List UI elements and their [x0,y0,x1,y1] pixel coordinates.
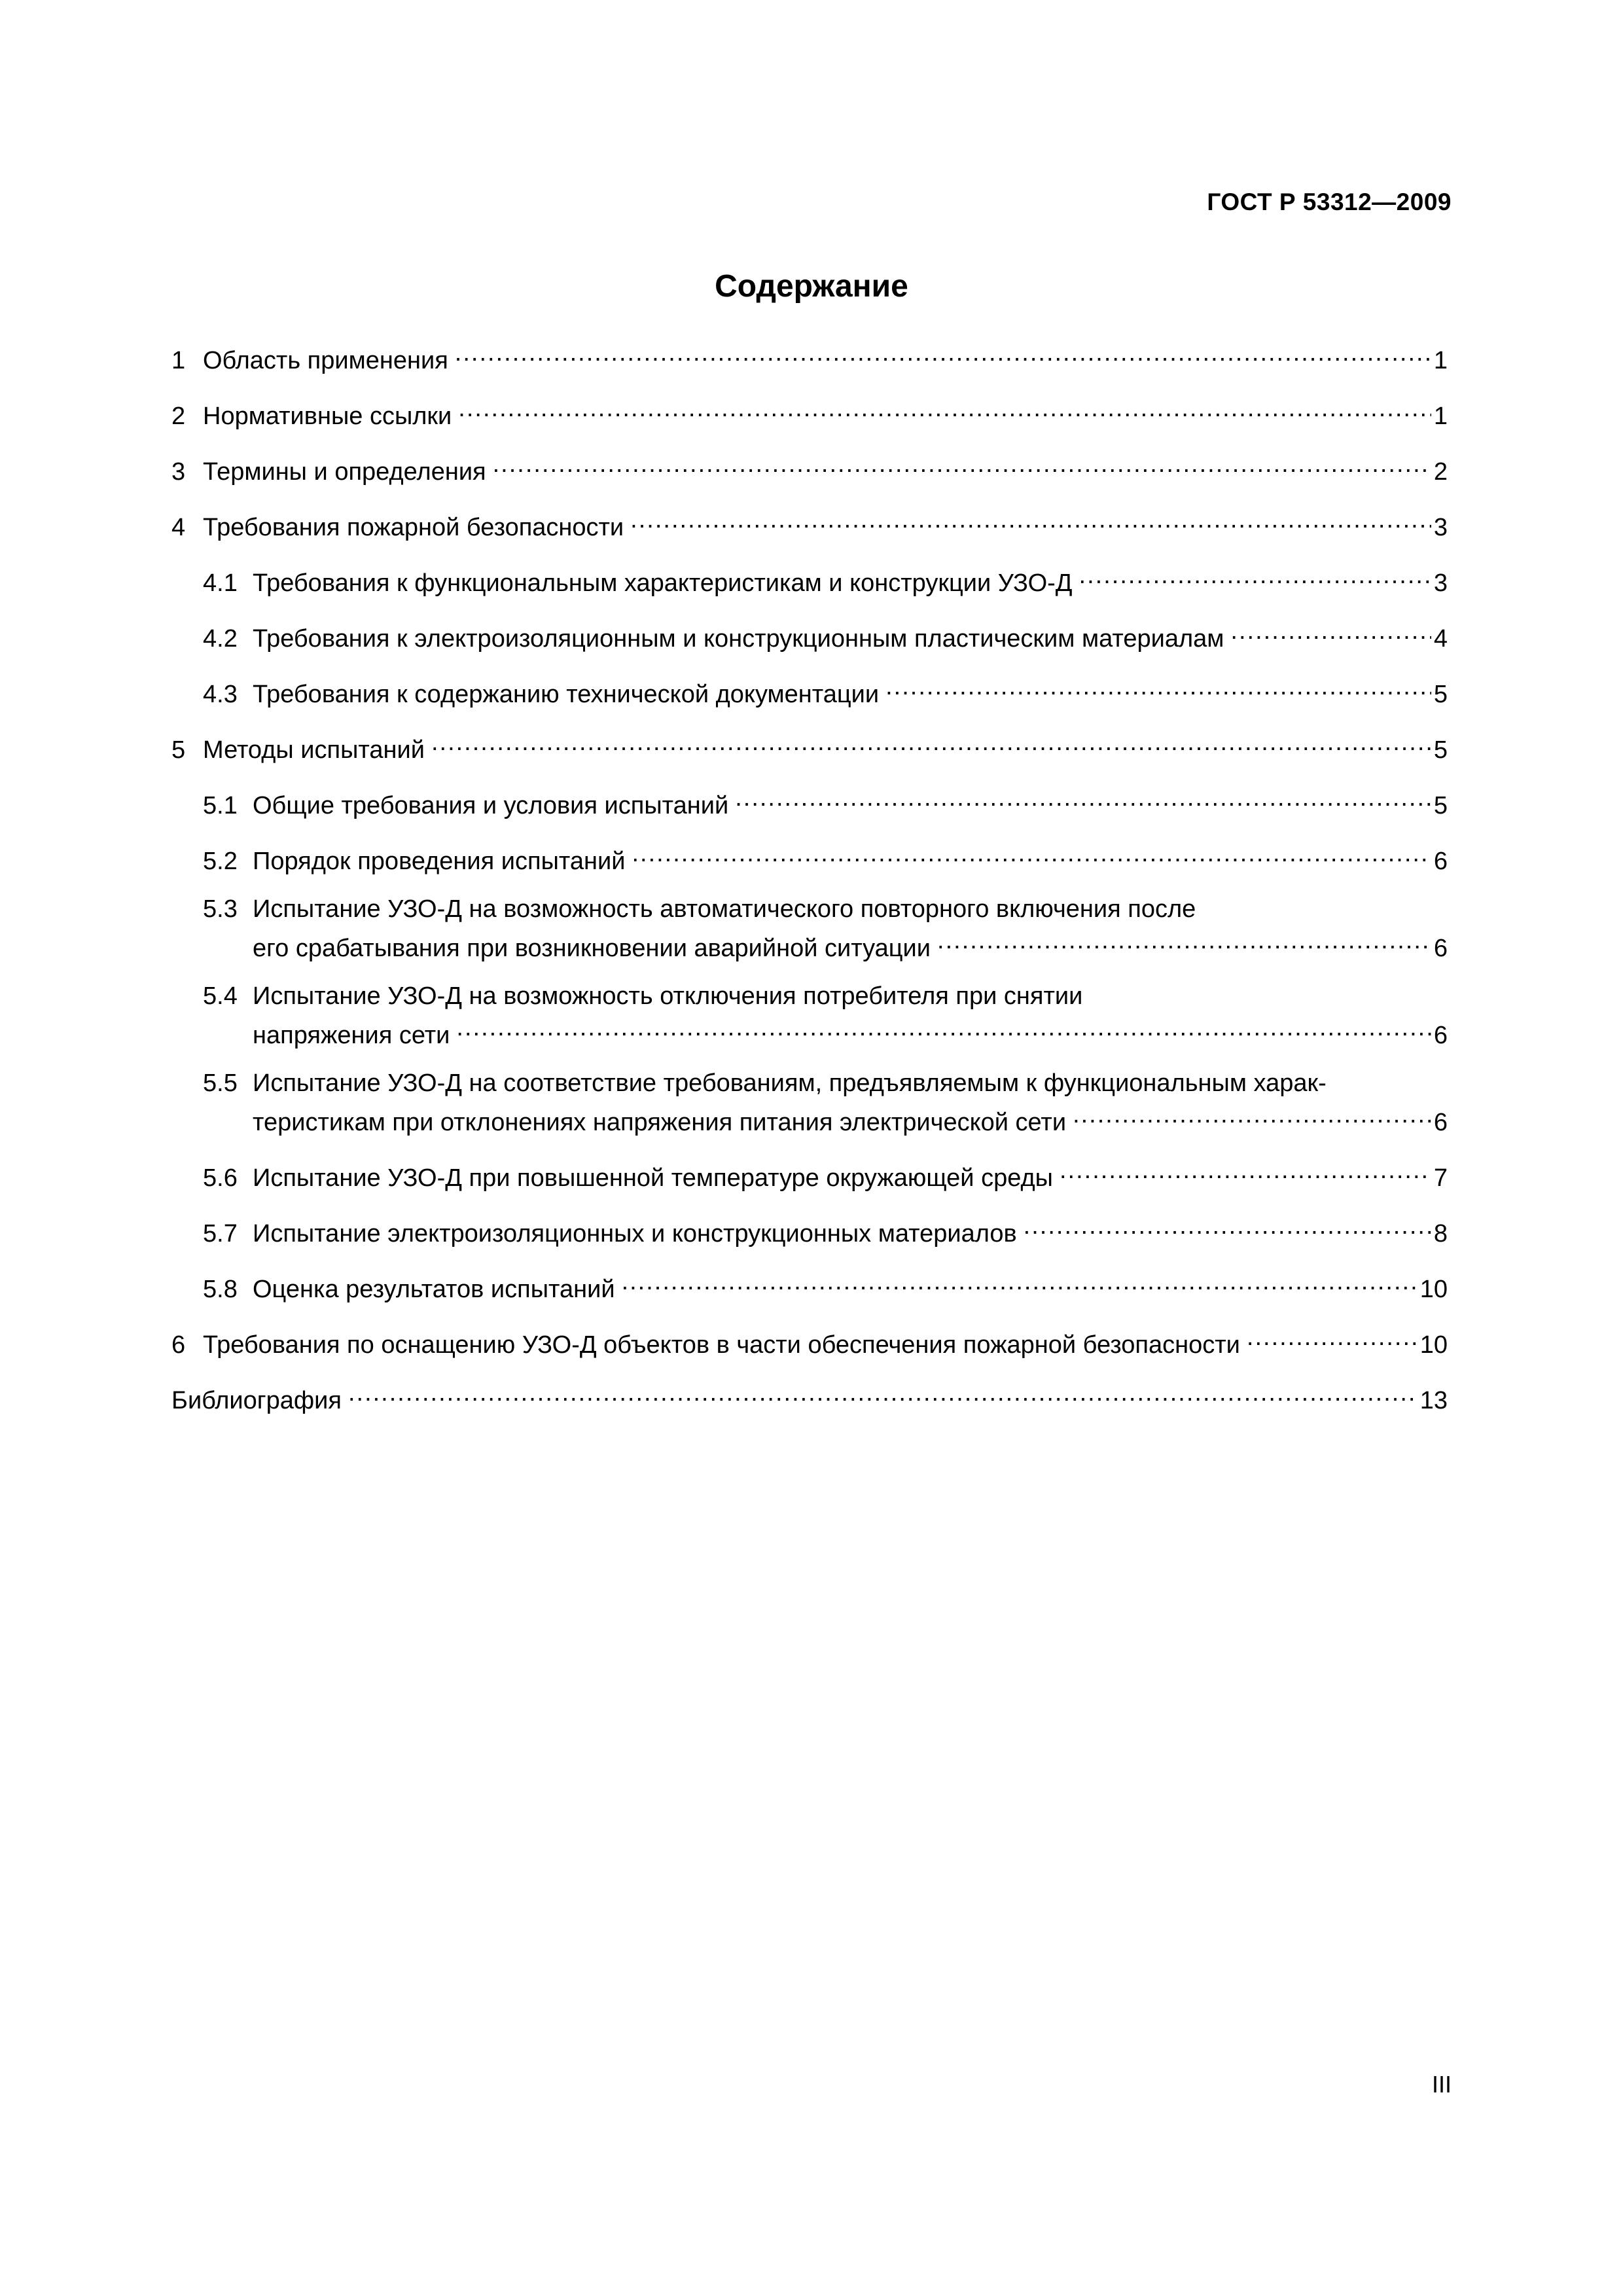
toc-entry-number: 4 [171,514,186,541]
toc-entry-label: Требования к содержанию технической документации [253,681,880,708]
toc-entry-number: 5.1 [203,792,238,819]
toc-entry-number: 1 [171,347,186,374]
toc-entry-label: Оценка результатов испытаний [253,1276,615,1303]
dot-leader [456,1012,1431,1043]
toc-entry-number: 2 [171,403,186,430]
toc-entry-number: 5.6 [203,1164,238,1192]
toc-entry-page: 6 [1433,1109,1448,1136]
toc-entry-page: 1 [1433,347,1448,374]
dot-leader [1247,1321,1418,1353]
toc-entry-label: Нормативные ссылки [203,403,452,430]
dot-leader [1073,1099,1431,1130]
toc-entry-number: 5.2 [203,848,238,875]
toc-entry-label: Требования пожарной безопасности [203,514,624,541]
document-code: ГОСТ Р 53312—2009 [1207,188,1452,215]
toc-entry-label: Испытание УЗО-Д на возможность отключения потребителя при снятии [253,982,1083,1010]
toc-entry[interactable] [171,1210,1448,1249]
toc-entry-page: 6 [1433,935,1448,962]
toc-entry-page: 6 [1433,1022,1448,1049]
toc-entry[interactable] [171,393,1448,432]
toc-entry-label: Библиография [171,1387,342,1414]
toc-entry-page: 3 [1433,569,1448,597]
toc-entry-number: 5.8 [203,1276,238,1303]
toc-entry-number: 3 [171,458,186,486]
toc-entry-page: 5 [1433,792,1448,819]
toc-entry-number: 5.5 [203,1069,238,1097]
dot-leader [937,925,1431,956]
toc-entry-label-continuation: напряжения сети [253,1022,450,1049]
toc-entry-page: 5 [1433,681,1448,708]
dot-leader [1079,560,1431,591]
toc-entry[interactable] [171,1321,1448,1361]
toc-entry-number: 5.3 [203,895,238,923]
toc-entry-number: 4.3 [203,681,238,708]
toc-entry[interactable] [171,671,1448,710]
toc-entry-page: 6 [1433,848,1448,875]
dot-leader [1060,1155,1431,1186]
toc-entry-page: 1 [1433,403,1448,430]
toc-entry-page: 8 [1433,1220,1448,1247]
toc-entry-number: 6 [171,1331,186,1359]
toc-title: Содержание [715,269,908,304]
toc-entry[interactable] [171,1266,1448,1305]
dot-leader [632,838,1431,869]
toc-entry[interactable] [171,448,1448,488]
dot-leader [1230,615,1431,647]
dot-leader [348,1377,1418,1408]
page-number: III [1431,2071,1452,2098]
toc-entry-page: 4 [1433,625,1448,653]
dot-leader [622,1266,1418,1297]
toc-entry[interactable] [171,504,1448,543]
toc-entry-label: Испытание электроизоляционных и конструкционных материалов [253,1220,1017,1247]
toc-entry[interactable] [171,893,1448,964]
toc-entry-number: 4.2 [203,625,238,653]
dot-leader [735,782,1431,814]
toc-entry-label-continuation: теристикам при отклонениях напряжения питания электрической сети [253,1109,1067,1136]
toc-entry[interactable] [171,560,1448,599]
toc-entry[interactable] [171,615,1448,655]
toc-entry-label: Общие требования и условия испытаний [253,792,729,819]
toc-entry-label: Порядок проведения испытаний [253,848,626,875]
toc-entry-bibliography[interactable] [171,1377,1448,1416]
toc-entry-label: Испытание УЗО-Д при повышенной температуре окружающей среды [253,1164,1053,1192]
toc-entry[interactable] [171,1067,1448,1138]
toc-entry[interactable] [171,782,1448,821]
toc-entry[interactable] [171,980,1448,1051]
toc-entry[interactable] [171,337,1448,376]
dot-leader [455,337,1431,368]
toc-entry-page: 7 [1433,1164,1448,1192]
toc-entry-label: Испытание УЗО-Д на соответствие требованиям, предъявляемым к функциональным харак- [253,1069,1327,1097]
dot-leader [630,504,1431,535]
toc-entry-label: Требования к функциональным характеристикам и конструкции УЗО-Д [253,569,1073,597]
toc-entry[interactable] [171,726,1448,766]
dot-leader [458,393,1431,424]
toc-entry-page: 2 [1433,458,1448,486]
toc-entry-page: 10 [1419,1276,1448,1303]
toc-entry-number: 5 [171,736,186,764]
toc-entry-label: Термины и определения [203,458,486,486]
toc-entry-page: 13 [1419,1387,1448,1414]
dot-leader [885,671,1431,702]
toc-entry-page: 3 [1433,514,1448,541]
toc-entry-label: Методы испытаний [203,736,425,764]
toc-entry-number: 5.4 [203,982,238,1010]
table-of-contents [171,337,1448,1433]
toc-entry[interactable] [171,838,1448,877]
toc-entry-number: 4.1 [203,569,238,597]
toc-entry-label: Требования по оснащению УЗО-Д объектов в части обеспечения пожарной безопасности [203,1331,1240,1359]
toc-entry[interactable] [171,1155,1448,1194]
toc-entry-label: Испытание УЗО-Д на возможность автоматического повторного включения после [253,895,1196,923]
dot-leader [431,726,1431,758]
toc-entry-label: Требования к электроизоляционным и конструкционным пластическим материалам [253,625,1224,653]
dot-leader [493,448,1431,480]
dot-leader [1024,1210,1431,1242]
toc-entry-label-continuation: его срабатывания при возникновении аварийной ситуации [253,935,931,962]
toc-entry-number: 5.7 [203,1220,238,1247]
toc-entry-label: Область применения [203,347,448,374]
toc-entry-page: 5 [1433,736,1448,764]
toc-entry-page: 10 [1419,1331,1448,1359]
